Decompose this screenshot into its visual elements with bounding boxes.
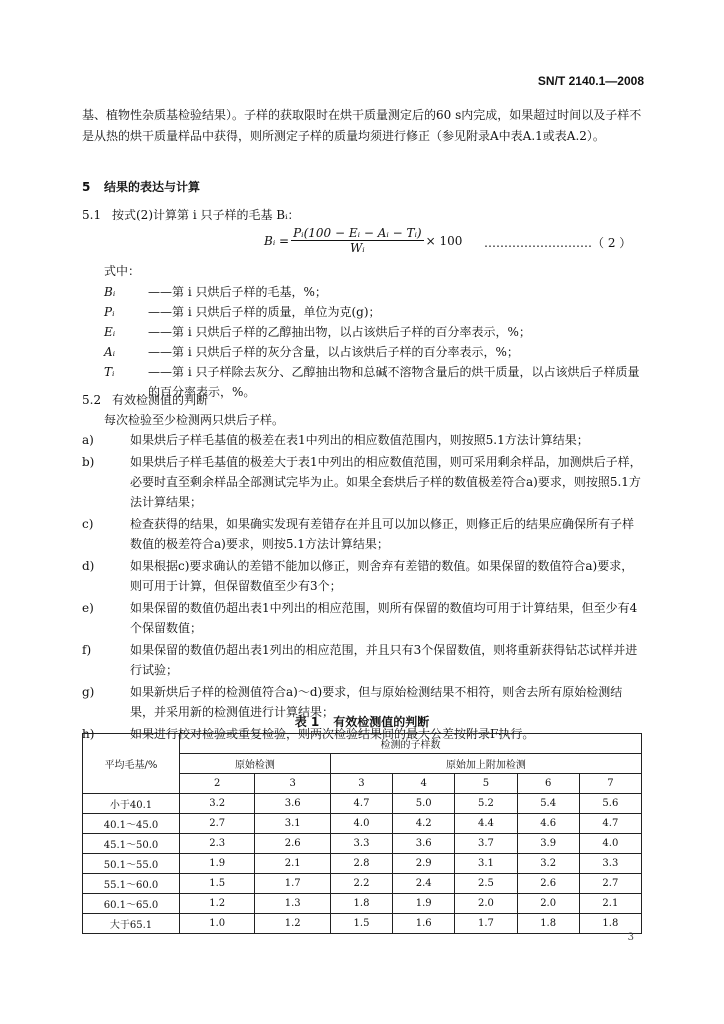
section-5-1-number: 5.1 xyxy=(82,208,102,222)
table-caption xyxy=(0,713,724,730)
table-cell: 1.7 xyxy=(455,914,517,934)
intro-paragraph: 基、植物性杂质基检验结果）。子样的获取限时在烘干质量测定后的60 s内完成，如果超过时间以及子样不是从热的烘干质量样品中获得，则所测定子样的质量均须进行修正（参见附录A中表A.1或表A.2）。 xyxy=(82,108,642,143)
item-label: f) xyxy=(82,643,92,657)
formula-lhs: Bᵢ = xyxy=(264,233,290,248)
item-label: c) xyxy=(82,517,94,531)
item-label: h) xyxy=(82,727,95,741)
table-cell: 1.5 xyxy=(180,874,255,894)
item-text: 检查获得的结果，如果确实发现有差错存在并且可以加以修正，则修正后的结果应确保所有子样数值的极差符合a)要求，则按5.1方法计算结果； xyxy=(130,517,635,551)
section-5-heading xyxy=(82,178,200,195)
table-cell: 1.9 xyxy=(180,854,255,874)
formula-2 xyxy=(262,226,464,255)
table-cell: 3.2 xyxy=(180,794,255,814)
item-text: 如果保留的数值仍超出表1列出的相应范围，并且只有3个保留数值，则将重新获得钻芯试样并进行试验； xyxy=(130,643,638,677)
results-table xyxy=(82,733,642,934)
variable-text: ——第 i 只烘后子样的乙醇抽出物，以占该烘后子样的百分率表示，%； xyxy=(148,325,531,339)
table-cell: 2.4 xyxy=(393,874,455,894)
table-cell: 2.0 xyxy=(455,894,517,914)
item-label: a) xyxy=(82,433,94,447)
list-item xyxy=(82,640,644,680)
table-cell: 2.0 xyxy=(517,894,579,914)
table-cell: 4.7 xyxy=(579,814,641,834)
table-cell: 5.4 xyxy=(517,794,579,814)
section-5-title: 结果的表达与计算 xyxy=(104,180,201,194)
table-row xyxy=(83,814,642,834)
formula-numerator: Pᵢ(100 − Eᵢ − Aᵢ − Tᵢ) xyxy=(293,226,422,240)
table-caption-title: 有效检测值的判断 xyxy=(333,715,430,729)
list-item xyxy=(82,514,644,554)
table-row xyxy=(83,794,642,814)
item-text: 如果烘后子样毛基值的极差大于表1中列出的相应数值范围，则可采用剩余样品，加测烘后子样，必要时直至剩余样品全部测试完毕为止。如果全套烘后子样的数值极差符合a)要求，则按照5.1方法计算结果； xyxy=(130,455,642,509)
section-5-1-text: 按式(2)计算第 i 只子样的毛基 Bᵢ： xyxy=(112,208,300,222)
table-cell: 1.2 xyxy=(255,914,330,934)
variable-text: ——第 i 只烘后子样的质量，单位为克(g)； xyxy=(148,305,381,319)
table-subgroup-original: 原始检测 xyxy=(180,754,331,774)
item-text: 如果保留的数值仍超出表1中列出的相应范围，则所有保留的数值均可用于计算结果，但至少有4个保留数值； xyxy=(130,601,638,635)
section-5-2-title: 有效检测值的判断 xyxy=(112,393,209,407)
list-item xyxy=(82,556,644,596)
table-column-header: 3 xyxy=(330,774,392,794)
table-column-header: 4 xyxy=(393,774,455,794)
table-row xyxy=(83,894,642,914)
standard-code: SN/T 2140.1—2008 xyxy=(537,74,644,88)
table-cell: 2.6 xyxy=(255,834,330,854)
table-row-label: 小于40.1 xyxy=(83,794,180,814)
table-cell: 2.7 xyxy=(180,814,255,834)
table-cell: 2.9 xyxy=(393,854,455,874)
variable-symbol: Pᵢ xyxy=(104,305,115,319)
table-cell: 1.9 xyxy=(393,894,455,914)
item-label: g) xyxy=(82,685,95,699)
table-cell: 1.8 xyxy=(517,914,579,934)
page-number: 3 xyxy=(627,932,634,943)
table-cell: 2.1 xyxy=(255,854,330,874)
table-cell: 3.3 xyxy=(579,854,641,874)
item-text: 如果进行校对检验或重复检验，则两次检验结果间的最大公差按附录F执行。 xyxy=(130,727,535,741)
table-cell: 2.8 xyxy=(330,854,392,874)
table-subgroup-additional: 原始加上附加检测 xyxy=(330,754,641,774)
variable-text: ——第 i 只烘后子样的毛基，%； xyxy=(148,285,327,299)
variable-text: ——第 i 只烘后子样的灰分含量，以占该烘后子样的百分率表示，%； xyxy=(148,345,519,359)
table-column-header: 2 xyxy=(180,774,255,794)
table-cell: 1.3 xyxy=(255,894,330,914)
table-row-header: 平均毛基/% xyxy=(83,734,180,794)
table-cell: 5.2 xyxy=(455,794,517,814)
table-row-label: 40.1～45.0 xyxy=(83,814,180,834)
table-group-header: 检测的子样数 xyxy=(180,734,642,754)
table-row xyxy=(83,914,642,934)
table-row-label: 55.1～60.0 xyxy=(83,874,180,894)
item-label: e) xyxy=(82,601,94,615)
table-cell: 5.6 xyxy=(579,794,641,814)
table-row xyxy=(83,834,642,854)
table-row xyxy=(83,854,642,874)
table-column-header: 5 xyxy=(455,774,517,794)
table-cell: 4.6 xyxy=(517,814,579,834)
table-cell: 2.6 xyxy=(517,874,579,894)
table-cell: 3.7 xyxy=(455,834,517,854)
table-cell: 2.7 xyxy=(579,874,641,894)
table-cell: 2.3 xyxy=(180,834,255,854)
table-cell: 4.0 xyxy=(330,814,392,834)
table-column-header: 6 xyxy=(517,774,579,794)
table-cell: 4.0 xyxy=(579,834,641,854)
table-cell: 1.8 xyxy=(579,914,641,934)
variable-symbol: Bᵢ xyxy=(104,285,116,299)
table-cell: 2.2 xyxy=(330,874,392,894)
list-item xyxy=(82,430,644,450)
variable-definition xyxy=(104,322,644,342)
item-text: 如果根据c)要求确认的差错不能加以修正，则舍弃有差错的数值。如果保留的数值符合a)要求，则可用于计算，但保留数值至少有3个； xyxy=(130,559,634,593)
table-cell: 2.5 xyxy=(455,874,517,894)
section-5-number: 5 xyxy=(82,180,91,194)
table-cell: 4.2 xyxy=(393,814,455,834)
table-row-label: 45.1～50.0 xyxy=(83,834,180,854)
table-row-label: 60.1～65.0 xyxy=(83,894,180,914)
table-row-label: 大于65.1 xyxy=(83,914,180,934)
table-cell: 1.0 xyxy=(180,914,255,934)
item-text: 如果新烘后子样的检测值符合a)～d)要求，但与原始检测结果不相符，则舍去所有原始检测结果，并采用新的检测值进行计算结果； xyxy=(130,685,623,719)
table-cell: 1.6 xyxy=(393,914,455,934)
section-5-2-number: 5.2 xyxy=(82,393,102,407)
section-5-2-heading xyxy=(82,391,208,408)
variable-symbol: Tᵢ xyxy=(104,365,115,379)
table-row xyxy=(83,874,642,894)
item-text: 如果烘后子样毛基值的极差在表1中列出的相应数值范围内，则按照5.1方法计算结果； xyxy=(130,433,589,447)
equation-number: ………………………（ 2 ） xyxy=(484,236,632,250)
variable-definition xyxy=(104,302,644,322)
variable-list xyxy=(104,282,644,402)
table-cell: 3.1 xyxy=(455,854,517,874)
table-cell: 3.3 xyxy=(330,834,392,854)
table-cell: 2.1 xyxy=(579,894,641,914)
table-caption-number: 表 1 xyxy=(294,715,320,729)
formula-factor: × 100 xyxy=(425,233,463,248)
table-cell: 3.6 xyxy=(255,794,330,814)
list-item xyxy=(82,598,644,638)
variable-definition xyxy=(104,342,644,362)
variable-text: ——第 i 只子样除去灰分、乙醇抽出物和总碱不溶物含量后的烘干质量，以占该烘后子样质量的百分率表示，%。 xyxy=(148,365,640,399)
each-test-text: 每次检验至少检测两只烘后子样。 xyxy=(104,413,285,427)
table-cell: 1.2 xyxy=(180,894,255,914)
section-5-1 xyxy=(82,206,300,223)
table-cell: 1.5 xyxy=(330,914,392,934)
table-cell: 3.9 xyxy=(517,834,579,854)
table-cell: 1.8 xyxy=(330,894,392,914)
item-label: d) xyxy=(82,559,95,573)
item-label: b) xyxy=(82,455,95,469)
list-item xyxy=(82,452,644,512)
table-column-header: 7 xyxy=(579,774,641,794)
rule-list xyxy=(82,430,644,746)
table-column-header: 3 xyxy=(255,774,330,794)
variable-definition xyxy=(104,282,644,302)
table-cell: 5.0 xyxy=(393,794,455,814)
table-cell: 3.1 xyxy=(255,814,330,834)
where-label: 式中： xyxy=(104,264,141,278)
table-row-label: 50.1～55.0 xyxy=(83,854,180,874)
table-cell: 3.6 xyxy=(393,834,455,854)
table-cell: 4.4 xyxy=(455,814,517,834)
table-body xyxy=(83,794,642,934)
formula-denominator: Wᵢ xyxy=(349,241,365,255)
variable-symbol: Aᵢ xyxy=(104,345,116,359)
table-cell: 4.7 xyxy=(330,794,392,814)
table-cell: 1.7 xyxy=(255,874,330,894)
table-cell: 3.2 xyxy=(517,854,579,874)
variable-symbol: Eᵢ xyxy=(104,325,116,339)
